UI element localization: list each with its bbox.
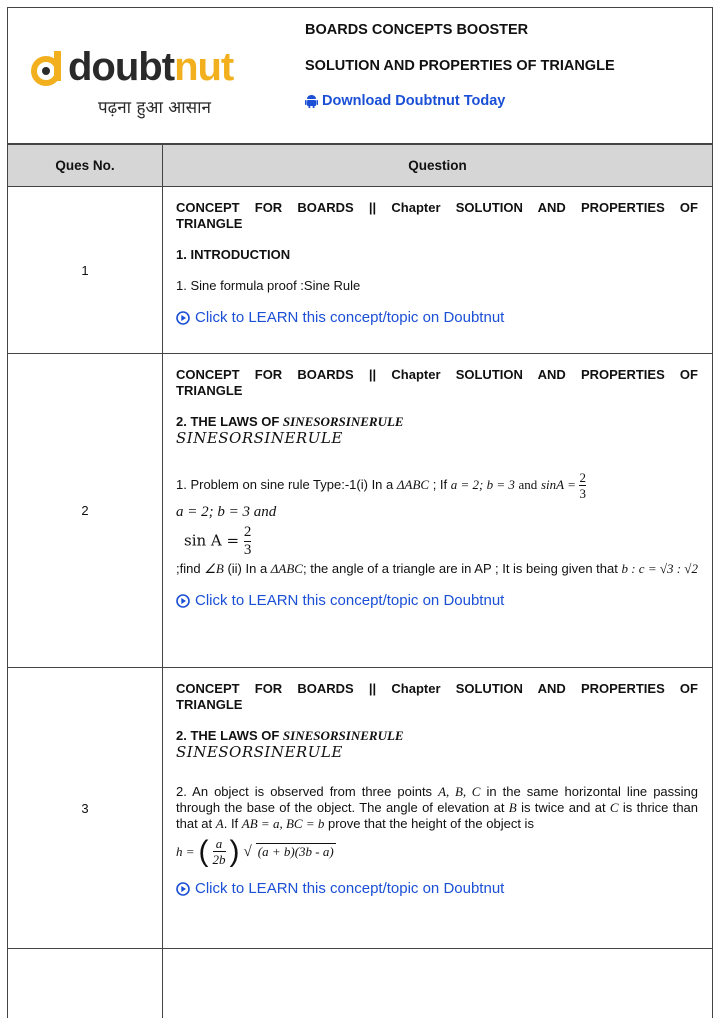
learn-link-label: Click to LEARN this concept/topic on Doubtnut xyxy=(195,309,505,326)
display-sine: sin A = $\frac{2}{3}$ xyxy=(184,524,252,558)
question-text-cont: ;find ∠B (ii) In a ΔABC; the angle of a triangle are in AP ; It is being given that b : c = √3 : √2 xyxy=(176,561,698,576)
learn-link[interactable] xyxy=(176,881,698,897)
concept-heading: CONCEPT FOR BOARDS || Chapter SOLUTION AND PROPERTIES OF TRIANGLE xyxy=(176,200,698,231)
concept-heading: CONCEPT FOR BOARDS || Chapter SOLUTION AND PROPERTIES OF TRIANGLE xyxy=(176,367,698,398)
section-math-line: SINESORSINERULE xyxy=(176,743,343,761)
table-row xyxy=(7,187,713,354)
page-header xyxy=(7,7,713,143)
question-number xyxy=(8,949,163,1018)
question-number: 3 xyxy=(8,668,163,948)
learn-link-label: Click to LEARN this concept/topic on Doubtnut xyxy=(195,592,505,609)
play-circle-icon xyxy=(176,311,190,325)
question-text: 1. Sine formula proof :Sine Rule xyxy=(176,278,361,293)
learn-link-label: Click to LEARN this concept/topic on Doubtnut xyxy=(195,880,505,897)
logo-mark-icon xyxy=(28,49,66,87)
questions-table xyxy=(7,143,713,1018)
fraction: $\frac{2}{3}$ xyxy=(243,524,252,558)
question-content xyxy=(163,187,712,353)
doubtnut-logo xyxy=(22,43,252,123)
android-icon xyxy=(305,94,318,108)
question-content xyxy=(163,668,712,948)
download-link-label: Download Doubtnut Today xyxy=(322,93,506,109)
section-heading: 2. THE LAWS OF SINESORSINERULE xyxy=(176,414,404,429)
section-heading: 2. THE LAWS OF SINESORSINERULE xyxy=(176,728,404,743)
play-circle-icon xyxy=(176,882,190,896)
download-link[interactable] xyxy=(305,93,505,109)
fraction: $\frac{2}{3}$ xyxy=(579,470,586,501)
learn-link[interactable] xyxy=(176,593,698,609)
question-text: 1. Problem on sine rule Type:-1(i) In a ΔABC ; If a = 2; b = 3 and sinA = $\frac{2}{3}$ xyxy=(176,470,586,501)
fraction: $\frac{a}{2b}$ xyxy=(212,836,226,867)
question-number: 2 xyxy=(8,354,163,667)
table-header-row xyxy=(7,143,713,187)
question-text: 2. An object is observed from three points A, B, C in the same horizontal line passing through the base of the object. The angle of elevation at B is twice and at C is thrice than that at A. If AB = a, BC = b prove that the height of the object is xyxy=(176,784,699,831)
table-row xyxy=(7,668,713,949)
column-header-question: Question xyxy=(408,158,467,173)
learn-link[interactable] xyxy=(176,310,698,326)
header-title: BOARDS CONCEPTS BOOSTER xyxy=(305,22,529,38)
logo-wordmark: doubtnut xyxy=(68,45,234,89)
question-content xyxy=(163,354,712,667)
display-equation: a = 2; b = 3 and xyxy=(176,504,277,520)
column-header-ques-no: Ques No. xyxy=(8,145,163,186)
table-row xyxy=(7,949,713,1018)
header-chapter: SOLUTION AND PROPERTIES OF TRIANGLE xyxy=(305,58,615,74)
concept-heading: CONCEPT FOR BOARDS || Chapter SOLUTION AND PROPERTIES OF TRIANGLE xyxy=(176,681,698,712)
table-row xyxy=(7,354,713,668)
play-circle-icon xyxy=(176,594,190,608)
logo-tagline: पढ़ना हुआ आसान xyxy=(98,98,211,118)
question-number: 1 xyxy=(8,187,163,353)
height-formula: h = ( $\frac{a}{2b}$ ) √ (a + b)(3b - a) xyxy=(176,834,334,868)
section-math-line: SINESORSINERULE xyxy=(176,429,343,447)
question-content xyxy=(163,949,712,1018)
section-heading: 1. INTRODUCTION xyxy=(176,247,291,262)
